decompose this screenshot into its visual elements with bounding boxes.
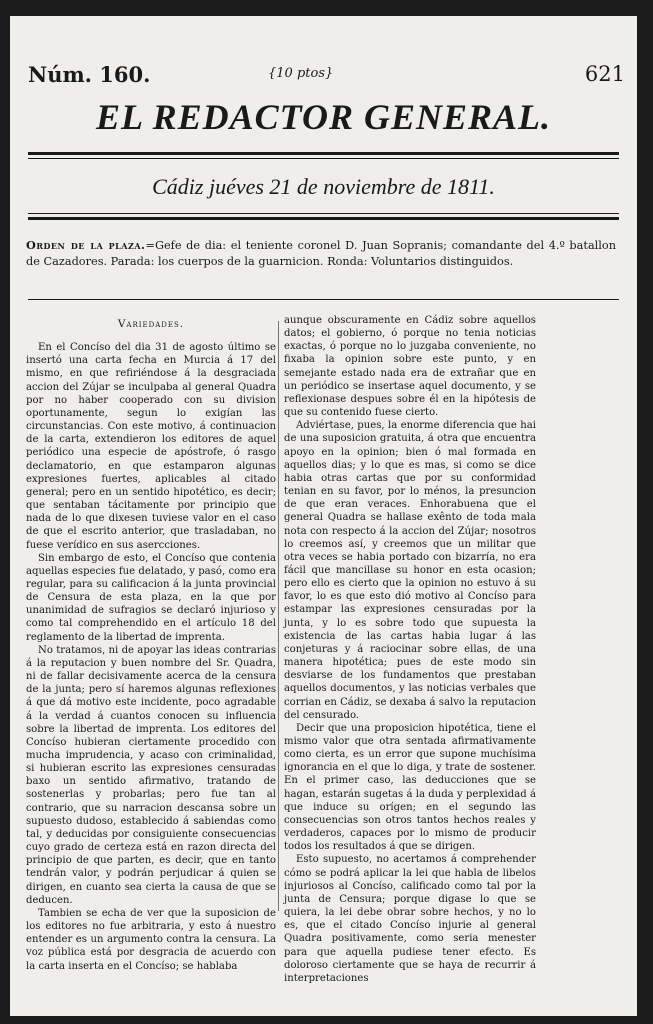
dateline-rule-thick (28, 217, 619, 220)
paragraph: En el Concíso del dia 31 de agosto último se insertó una carta fecha en Murcia á 17 del mismo, en que refiriéndose á la desgraciada accion del Zújar se inculpaba al general Quadra por no haber cooperado con su division oportunamente, segun lo exigían las circunstancias. Con este motivo, á continuacion de la carta, extendieron los editores de aquel periódico una especie de apóstrofe, ó rasgo declamatorio, en que estamparon algunas expresiones fuertes, aplicables al citado general; pero en un sentido hipotético, es decir; que sentaban tácitamente por principio que nada de lo que dixesen tuviese valor en el caso de que el escrito anterior, que trasladaban, no fuese verídico en sus asercciones. (26, 342, 276, 551)
paragraph: Tambien se echa de ver que la suposicion de los editores no fue arbitraria, y esto á nuestro entender es un argumento contra la censura. La voz pública está por desgracia de acuerdo con la carta inserta en el Concíso; se hablaba (26, 907, 276, 972)
paragraph: Adviértase, pues, la enorme diferencia que hai de una suposicion gratuita, á otra que encuentra apoyo en la opinion; bien ó mal formada en aquellos dias; y lo que es mas, si como se dice habia otras cartas que por su conformidad tenian en su favor, por lo ménos, la presuncion de que eran veraces. Enhorabuena que el general Quadra se hallase exênto de toda mala nota con respecto á la accion del Zújar; nosotros lo creemos así, y creemos que un militar que otra veces se habia portado con bizarría, no era fácil que mancillase su honor en esta ocasion; pero ello es cierto que la opinion no estuvo á su favor, lo es que esto dió motivo al Concíso para estampar las expresiones censuradas por la junta, y lo es sobre todo que supuesta la existencia de las cartas habia lugar á las conjeturas y á raciocinar sobre ellas, de una manera hipotética; pues de este modo sin desviarse de los fundamentos que prestaban aquellos documentos, y las noticias verbales que corrian en Cádiz, se dexaba á salvo la reputacion del censurado. (284, 420, 536, 721)
section-title: Variedades. (117, 318, 185, 330)
article-right-column (284, 314, 536, 985)
orden-de-la-plaza (26, 238, 616, 269)
paragraph: aunque obscuramente en Cádiz sobre aquellos datos; el gobierno, ó porque no tenia noticias exactas, ó porque no lo juzgaba conveniente, no fixaba la opinion sobre este punto, y en semejante estado nada era de extrañar que en un periódico se insertase aquel documento, y se reflexionase despues sobre él en la hipótesis de que su contenido fuese cierto. (284, 315, 536, 419)
handwritten-note: {10 ptos} (268, 66, 334, 81)
orden-label: Orden de la plaza. (26, 238, 146, 252)
article-left-column (26, 318, 276, 973)
paragraph: Esto supuesto, no acertamos á comprehender cómo se podrá aplicar la lei que habla de libelos injuriosos al Concíso, calificado como tal por la junta de Censura; porque digase lo que se quiera, la lei debe obrar sobre hechos, y no lo es, que el citado Concíso injurie al general Quadra positivamente, como seria menester para que aquella pudiese tener efecto. Es doloroso ciertamente que se haya de recurrir á interpretaciones (284, 854, 536, 984)
issue-number: Núm. 160. (28, 62, 151, 87)
paragraph: No tratamos, ni de apoyar las ideas contrarias á la reputacion y buen nombre del Sr. Quadra, ni de fallar decisivamente acerca de la censura de la junta; pero sí haremos algunas reflexiones á que dá motivo este incidente, poco agradable á la verdad á cuantos conocen su influencia sobre la libertad de imprenta. Los editores del Concíso hubieran ciertamente procedido con mucha imprudencia, y acaso con criminalidad, si hubieran escrito las expresiones censuradas baxo un sentido afirmativo, tratando de sostenerlas y probarlas; pero fue tan al contrario, que su narracion descansa sobre un supuesto dudoso, establecido á sabiendas como tal, y deducidas por consiguiente consecuencias cuyo grado de certeza está en razon directa del principio de que parten, es decir, que en tanto tendrán valor, y podrán perjudicar á quien se dirigen, en cuanto sea cierta la causa de que se deducen. (26, 644, 276, 906)
paragraph: Decir que una proposicion hipotética, tiene el mismo valor que otra sentada afirmativamente como cierta, es un error que supone muchísima ignorancia en el que lo diga, y trate de sostener. En el primer caso, las deducciones que se hagan, estarán sugetas á la duda y perplexidad á que induce su orígen; en el segundo las consecuencias son otros tantos hechos reales y verdaderos, capaces por lo mismo de producir todos los resultados á que se dirigen. (284, 722, 536, 853)
header-row (10, 62, 637, 92)
page-number: 621 (584, 62, 625, 86)
paragraph: Sin embargo de esto, el Concíso que contenia aquellas especies fue delatado, y pasó, como era regular, para su calificacion á la junta provincial de Censura de esta plaza, en la que por unanimidad de sufragios se declaró injurioso y como tal comprehendido en el artículo 18 del reglamento de la libertad de imprenta. (26, 552, 276, 643)
dateline-rule-thin (28, 213, 619, 214)
newspaper-page (10, 16, 637, 1016)
masthead-rule-thin (28, 158, 619, 159)
orden-text: =Gefe de dia: el teniente coronel D. Juan Sopranis; comandante del 4.º batallon de Cazadores. Parada: los cuerpos de la guarnicion. Ronda: Voluntarios distinguidos. (26, 239, 616, 268)
column-separator (278, 321, 279, 911)
dateline: Cádiz juéves 21 de noviembre de 1811. (152, 174, 495, 199)
section-rule (28, 299, 619, 300)
masthead-rule-thick (28, 152, 619, 155)
masthead-title: EL REDACTOR GENERAL. (95, 97, 552, 137)
